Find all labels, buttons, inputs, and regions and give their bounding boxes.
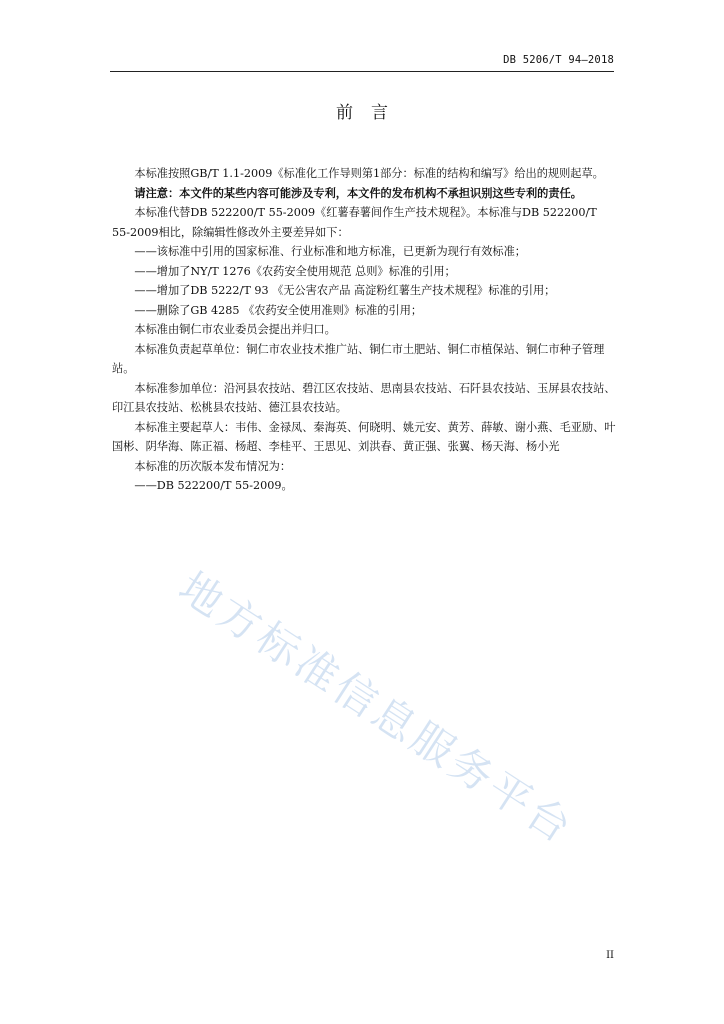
version-history-item: ——DB 522200/T 55-2009。 [134,479,293,492]
paragraph-version-history: 本标准的历次版本发布情况为： [134,459,292,473]
paragraph-replaces: 本标准代替DB 522200/T 55-2009《红薯春薯间作生产技术规程》。本标准与DB 522200/T 55-2009相比，除编辑性修改外主要差异如下： [112,206,597,239]
change-item: ——删除了GB 4285 《农药安全使用准则》标准的引用； [134,303,423,317]
paragraph-drafters: 本标准主要起草人：韦伟、金禄凤、秦海英、何晓明、姚元安、黄芳、薛敏、谢小燕、毛亚励、叶国彬、阴华海、陈正福、杨超、李桂平、王思见、刘洪春、黄正强、张翼、杨天海、杨小光 [112,420,616,453]
paragraph-drafting-units: 本标准负责起草单位：铜仁市农业技术推广站、铜仁市土肥站、铜仁市植保站、铜仁市种子管理站。 [112,342,605,375]
change-item: ——增加了DB 5222/T 93 《无公害农产品 高淀粉红薯生产技术规程》标准的引用； [134,284,556,297]
paragraph-patent-notice: 请注意：本文件的某些内容可能涉及专利，本文件的发布机构不承担识别这些专利的责任。 [134,185,582,200]
document-code: DB 5206/T 94—2018 [503,54,614,66]
page-title: 前言 [336,103,406,123]
header-rule [110,71,614,72]
paragraph-proposer: 本标准由铜仁市农业委员会提出并归口。 [134,323,336,336]
page-number: II [606,950,614,961]
change-item: ——增加了NY/T 1276《农药安全使用规范 总则》标准的引用； [134,264,456,278]
paragraph-participating-units: 本标准参加单位：沿河县农技站、碧江区农技站、思南县农技站、石阡县农技站、玉屏县农技站、印江县农技站、松桃县农技站、德江县农技站。 [112,381,616,414]
watermark: 地方标准信息服务平台 [170,562,583,854]
change-item: ——该标准中引用的国家标准、行业标准和地方标准，已更新为现行有效标准； [134,245,526,258]
paragraph-drafting-rules: 本标准按照GB/T 1.1-2009《标准化工作导则第1部分：标准的结构和编写》给出的规则起草。 [134,167,604,180]
foreword-body [112,164,617,496]
